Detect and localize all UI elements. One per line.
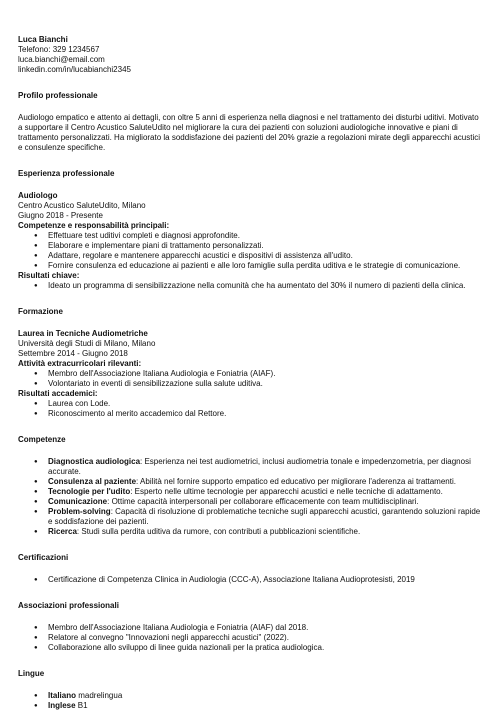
list-item: ● Riconoscimento al merito accademico dal Rettore. [34, 409, 482, 419]
list-item [34, 497, 482, 507]
list-item [34, 701, 482, 711]
list-item: ● Membro dell'Associazione Italiana Audiologia e Foniatria (AIAF). [34, 369, 482, 379]
skill-label: Consulenza al paziente [48, 477, 137, 486]
linkedin: linkedin.com/in/lucabianchi2345 [18, 65, 131, 74]
list-item: ● Volontariato in eventi di sensibilizzazione sulla salute uditiva. [34, 379, 482, 389]
key-results-heading: Risultati chiave: [18, 271, 80, 280]
skill-label: Comunicazione [48, 497, 108, 506]
education-heading: Formazione [18, 307, 63, 316]
email: luca.bianchi@email.com [18, 55, 105, 64]
certifications-list [18, 575, 482, 585]
school: Università degli Studi di Milano, Milano [18, 339, 156, 348]
responsibilities-list [18, 231, 482, 271]
profile-text: Audiologo empatico e attento ai dettagli, con oltre 5 anni di esperienza nella diagnosi e nel trattamento dei disturbi uditivi. Motivato a supportare il Centro Acustico SaluteUdito nel migliorare la cura dei pazienti con soluzioni audiologiche innovative e piani di trattamento personalizzati. Ha migliorato la soddisfazione dei pazienti del 20% grazie a regolazioni mirate degli apparecchi acustici e consulenze specifiche. [18, 113, 481, 152]
skill-text: : Esperto nelle ultime tecnologie per apparecchi acustici e nelle tecniche di adattamento. [130, 487, 443, 496]
phone: Telefono: 329 1234567 [18, 45, 100, 54]
skill-text: : Ottime capacità interpersonali per collaborare efficacemente con team multidisciplinari. [107, 497, 419, 506]
skill-label: Diagnostica audiologica [48, 457, 141, 466]
skills-heading: Competenze [18, 435, 66, 444]
experience-heading: Esperienza professionale [18, 169, 115, 178]
language-level: B1 [75, 701, 88, 710]
list-item [34, 487, 482, 497]
certifications-heading: Certificazioni [18, 553, 69, 562]
language-name: Inglese [48, 701, 76, 710]
key-results-list [18, 281, 482, 291]
profile-heading: Profilo professionale [18, 91, 98, 100]
skill-text: : Capacità di risoluzione di problematiche tecniche sugli apparecchi acustici, garantendo soluzioni rapide e soddisfazione dei pazienti. [48, 507, 481, 526]
skill-label: Tecnologie per l'udito [48, 487, 131, 496]
candidate-name: Luca Bianchi [18, 35, 68, 44]
list-item: ● Laurea con Lode. [34, 399, 482, 409]
list-item: ● Effettuare test uditivi completi e diagnosi approfondite. [34, 231, 482, 241]
languages-heading: Lingue [18, 669, 45, 678]
languages-list [18, 691, 482, 711]
skill-text: : Esperienza nei test audiometrici, inclusi audiometria tonale e impedenzometria, per diagnosi accurate. [48, 457, 471, 476]
list-item [34, 477, 482, 487]
list-item [34, 457, 482, 477]
list-item: ● Fornire consulenza ed educazione ai pazienti e alle loro famiglie sulla perdita uditiva e le strategie di comunicazione. [34, 261, 482, 271]
list-item: ● Certificazione di Competenza Clinica in Audiologia (CCC-A), Associazione Italiana Audioprotesisti, 2019 [34, 575, 482, 585]
skill-label: Problem-solving [48, 507, 111, 516]
list-item [34, 691, 482, 701]
associations-list [18, 623, 482, 653]
skill-text: : Studi sulla perdita uditiva da rumore, con contributi a pubblicazioni scientifiche. [76, 527, 361, 536]
list-item: ● Collaborazione allo sviluppo di linee guida nazionali per la pratica audiologica. [34, 643, 482, 653]
associations-heading: Associazioni professionali [18, 601, 119, 610]
list-item: ● Membro dell'Associazione Italiana Audiologia e Foniatria (AIAF) dal 2018. [34, 623, 482, 633]
list-item: ● Relatore al convegno "Innovazioni negli apparecchi acustici" (2022). [34, 633, 482, 643]
extracurricular-list [18, 369, 482, 389]
language-name: Italiano [48, 691, 77, 700]
skills-list [18, 457, 482, 537]
skill-label: Ricerca [48, 527, 77, 536]
list-item [34, 507, 482, 527]
extracurricular-heading: Attività extracurricolari rilevanti: [18, 359, 142, 368]
list-item: ● Ideato un programma di sensibilizzazione nella comunità che ha aumentato del 30% il numero di pazienti della clinica. [34, 281, 482, 291]
degree: Laurea in Tecniche Audiometriche [18, 329, 148, 338]
education-dates: Settembre 2014 - Giugno 2018 [18, 349, 128, 358]
academic-results-heading: Risultati accademici: [18, 389, 98, 398]
language-level: madrelingua [76, 691, 123, 700]
job-role: Audiologo [18, 191, 58, 200]
job-dates: Giugno 2018 - Presente [18, 211, 103, 220]
job-company: Centro Acustico SaluteUdito, Milano [18, 201, 146, 210]
skill-text: : Abilità nel fornire supporto empatico ed educativo per migliorare l'aderenza ai trattamenti. [136, 477, 456, 486]
list-item: ● Elaborare e implementare piani di trattamento personalizzati. [34, 241, 482, 251]
academic-results-list [18, 399, 482, 419]
list-item [34, 527, 482, 537]
responsibilities-heading: Competenze e responsabilità principali: [18, 221, 170, 230]
list-item: ● Adattare, regolare e mantenere apparecchi acustici e dispositivi di assistenza all'udito. [34, 251, 482, 261]
